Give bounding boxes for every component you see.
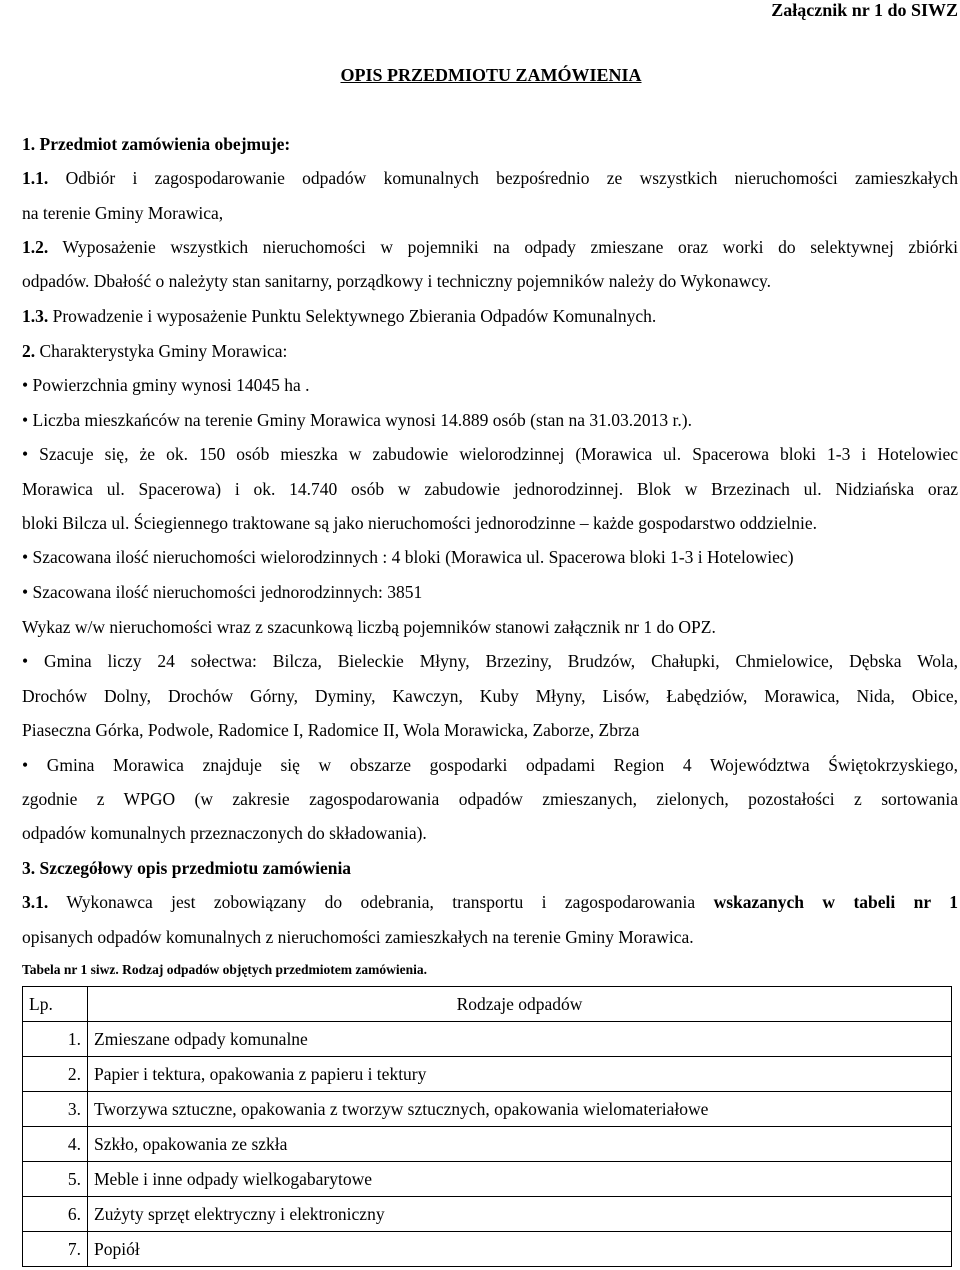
table-header-lp: Lp. <box>23 987 88 1022</box>
table-caption: Tabela nr 1 siwz. Rodzaj odpadów objętych przedmiotem zamówienia. <box>22 962 427 977</box>
section-1-2-line-2: odpadów. Dbałość o należyty stan sanitarny, porządkowy i techniczny pojemników należy do Wykonawcy. <box>22 271 771 291</box>
section-1-2-line-1 <box>22 236 958 258</box>
section-3-1-line-2: opisanych odpadów komunalnych z nieruchomości zamieszkałych na terenie Gminy Morawica. <box>22 927 694 947</box>
table-cell-kind: Tworzywa sztuczne, opakowania z tworzyw sztucznych, opakowania wielomateriałowe <box>88 1092 952 1127</box>
bullet-multifamily: • Szacowana ilość nieruchomości wielorodzinnych : 4 bloki (Morawica ul. Spacerowa bloki 1-3 i Hotelowiec) <box>22 547 794 567</box>
table-cell-kind: Zużyty sprzęt elektryczny i elektroniczny <box>88 1197 952 1232</box>
bullet-population: • Liczba mieszkańców na terenie Gminy Morawica wynosi 14.889 osób (stan na 31.03.2013 r.). <box>22 410 692 430</box>
table-cell-lp: 1. <box>23 1022 88 1057</box>
section-1-2-number: 1.2. <box>22 237 49 257</box>
bullet-region-line-3: odpadów komunalnych przeznaczonych do składowania). <box>22 823 427 843</box>
bullet-estimate-line-1: • Szacuje się, że ok. 150 osób mieszka w zabudowie wielorodzinnej (Morawica ul. Spacerowa bloki 1-3 i Hotelowiec <box>22 444 958 464</box>
table-row <box>23 1127 952 1162</box>
document-title: OPIS PRZEDMIOTU ZAMÓWIENIA <box>340 65 642 85</box>
table-cell-lp: 5. <box>23 1162 88 1197</box>
section-1-3-number: 1.3. <box>22 306 49 326</box>
table-row <box>23 1232 952 1267</box>
bullet-estimate-line-2: Morawica ul. Spacerowa) i ok. 14.740 osób w zabudowie jednorodzinnej. Blok w Brzezinach ul. Nidziańska oraz <box>22 479 958 499</box>
table-cell-lp: 4. <box>23 1127 88 1162</box>
table-cell-lp: 3. <box>23 1092 88 1127</box>
section-3-1-line-1 <box>22 891 958 913</box>
waste-types-table <box>22 986 952 1267</box>
attachment-label: Załącznik nr 1 do SIWZ <box>771 0 958 20</box>
section-1-1-text-a: Odbiór i zagospodarowanie odpadów komunalnych bezpośrednio ze wszystkich nieruchomości zamieszkałych <box>65 168 958 188</box>
table-header-kind: Rodzaje odpadów <box>88 987 952 1022</box>
table-row <box>23 1197 952 1232</box>
table-cell-lp: 6. <box>23 1197 88 1232</box>
table-row <box>23 1162 952 1197</box>
section-1-3-text: Prowadzenie i wyposażenie Punktu Selektywnego Zbierania Odpadów Komunalnych. <box>52 306 657 326</box>
table-header-row <box>23 987 952 1022</box>
section-3-1-number: 3.1. <box>22 892 49 912</box>
bullet-estimate-line-3: bloki Bilcza ul. Ściegiennego traktowane są jako nieruchomości jednorodzinne – każde gospodarstwo oddzielnie. <box>22 513 818 533</box>
table-row <box>23 1057 952 1092</box>
section-2-line <box>22 340 287 362</box>
bullet-region-line-2: zgodnie z WPGO (w zakresie zagospodarowania odpadów zmieszanych, zielonych, pozostałości z sortowania <box>22 789 958 809</box>
section-1-heading: 1. Przedmiot zamówienia obejmuje: <box>22 134 291 154</box>
bullet-area: • Powierzchnia gminy wynosi 14045 ha . <box>22 375 310 395</box>
table-row <box>23 1022 952 1057</box>
list-reference: Wykaz w/w nieruchomości wraz z szacunkową liczbą pojemników stanowi załącznik nr 1 do OPZ. <box>22 617 716 637</box>
table-cell-kind: Papier i tektura, opakowania z papieru i tektury <box>88 1057 952 1092</box>
section-1-1-line-1 <box>22 167 958 189</box>
table-cell-lp: 2. <box>23 1057 88 1092</box>
section-3-heading: 3. Szczegółowy opis przedmiotu zamówienia <box>22 858 352 878</box>
section-1-1-number: 1.1. <box>22 168 49 188</box>
section-2-number: 2. <box>22 341 36 361</box>
table-cell-kind: Zmieszane odpady komunalne <box>88 1022 952 1057</box>
bullet-villages-line-1: • Gmina liczy 24 sołectwa: Bilcza, Bieleckie Młyny, Brzeziny, Brudzów, Chałupki, Chmielowice, Dębska Wola, <box>22 651 958 671</box>
section-1-3-line <box>22 305 656 327</box>
section-3-1-text-a: Wykonawca jest zobowiązany do odebrania, transportu i zagospodarowania <box>66 892 696 912</box>
section-2-text: Charakterystyka Gminy Morawica: <box>39 341 288 361</box>
table-cell-kind: Szkło, opakowania ze szkła <box>88 1127 952 1162</box>
table-row <box>23 1092 952 1127</box>
table-cell-lp: 7. <box>23 1232 88 1267</box>
section-3-1-bold: wskazanych w tabeli nr 1 <box>713 892 958 912</box>
bullet-region-line-1: • Gmina Morawica znajduje się w obszarze gospodarki odpadami Region 4 Województwa Świętokrzyskiego, <box>22 755 958 775</box>
bullet-villages-line-3: Piaseczna Górka, Podwole, Radomice I, Radomice II, Wola Morawicka, Zaborze, Zbrza <box>22 720 640 740</box>
table-cell-kind: Popiół <box>88 1232 952 1267</box>
section-1-1-line-2: na terenie Gminy Morawica, <box>22 203 224 223</box>
bullet-villages-line-2: Drochów Dolny, Drochów Górny, Dyminy, Kawczyn, Kuby Młyny, Lisów, Łabędziów, Morawica, Nida, Obice, <box>22 686 958 706</box>
section-1-2-text-a: Wyposażenie wszystkich nieruchomości w pojemniki na odpady zmieszane oraz worki do selektywnej zbiórki <box>62 237 958 257</box>
bullet-singlefamily: • Szacowana ilość nieruchomości jednorodzinnych: 3851 <box>22 582 423 602</box>
table-cell-kind: Meble i inne odpady wielkogabarytowe <box>88 1162 952 1197</box>
